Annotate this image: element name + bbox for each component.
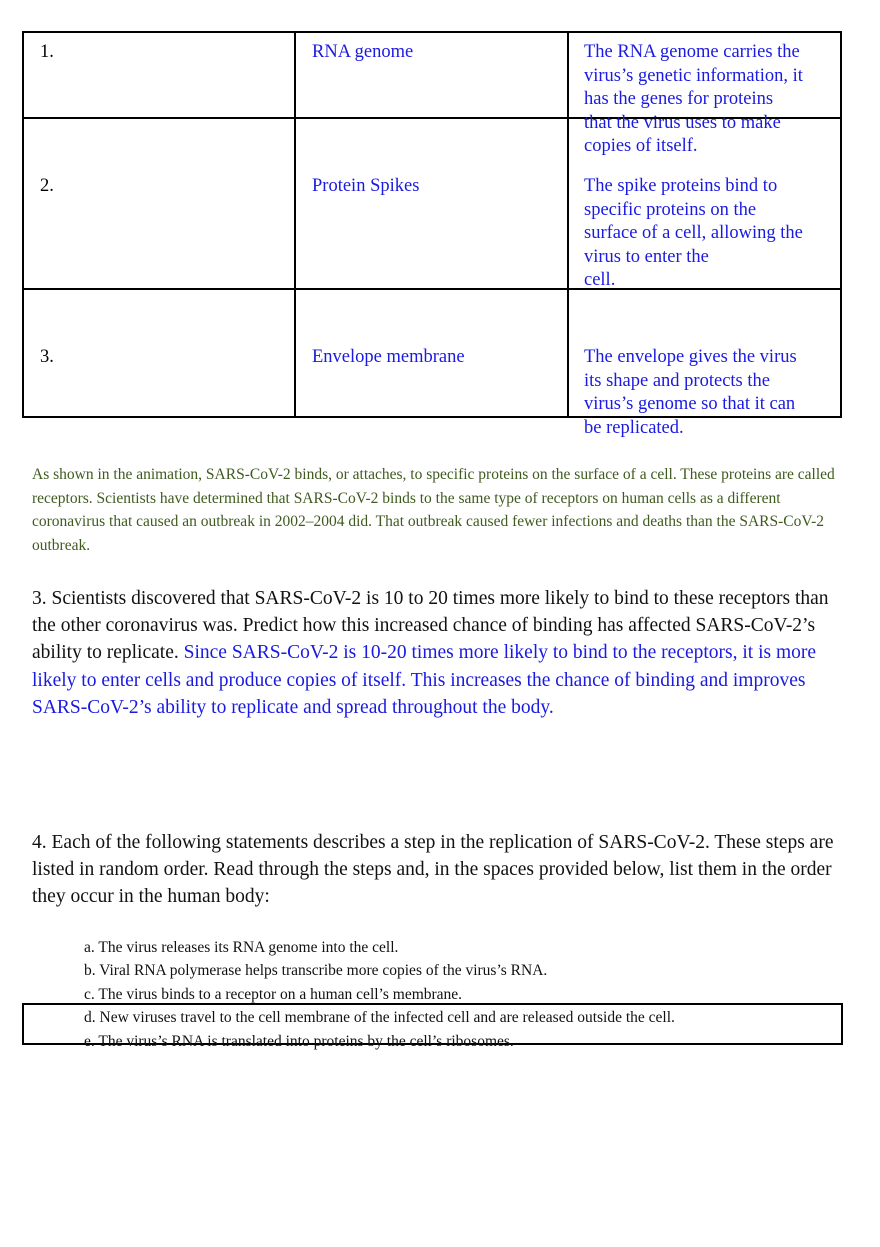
part-function bbox=[584, 346, 797, 440]
table-border bbox=[567, 31, 569, 418]
text-line: cell. bbox=[584, 270, 616, 290]
text-line: specific proteins on the bbox=[584, 199, 757, 220]
text-line: that the virus uses to make bbox=[584, 112, 781, 133]
part-name: Protein Spikes bbox=[312, 176, 420, 196]
table-border bbox=[22, 31, 24, 418]
question-3-answer: Since SARS-CoV-2 is 10-20 times more likely to bind to the receptors, it is more likely to enter cells and produce copies of itself. This increases the chance of binding and improves SARS-CoV-2’s ability to replicate and spread throughout the body. bbox=[32, 642, 817, 718]
text-line: surface of a cell, allowing the bbox=[584, 223, 803, 243]
step-item: c. The virus binds to a receptor on a human cell’s membrane. bbox=[84, 985, 463, 1003]
text-line: The spike proteins bind to bbox=[584, 176, 778, 196]
text-line: The envelope gives the virus bbox=[584, 347, 797, 367]
step-item: d. New viruses travel to the cell membrane of the infected cell and are released outside the cell. bbox=[84, 1009, 675, 1027]
question-3 bbox=[32, 585, 852, 721]
step-item: e. The virus’s RNA is translated into proteins by the cell’s ribosomes. bbox=[84, 1032, 514, 1050]
text-line: its shape and protects the bbox=[584, 370, 770, 391]
step-item: a. The virus releases its RNA genome into the cell. bbox=[84, 939, 399, 956]
part-function bbox=[584, 41, 803, 159]
question-3-prompt: 3. Scientists discovered that SARS-CoV-2 is 10 to 20 times more likely to bind to these receptors than the other coronavirus was. Predict how this increased chance of binding has affected SARS-CoV-2’s ability to replicate. bbox=[32, 588, 829, 664]
step-item: b. Viral RNA polymerase helps transcribe more copies of the virus’s RNA. bbox=[84, 962, 548, 980]
part-name: RNA genome bbox=[312, 42, 414, 62]
row-number: 3. bbox=[40, 347, 54, 367]
info-paragraph: As shown in the animation, SARS-CoV-2 binds, or attaches, to specific proteins on the surface of a cell. These proteins are called receptors. Scientists have determined that SARS-CoV-2 binds to the same type of receptors on human cells as a different coronavirus that caused an outbreak in 2002–2004 did. That outbreak caused fewer infections and deaths than the SARS-CoV-2 outbreak. bbox=[32, 466, 835, 555]
question-4-prompt: 4. Each of the following statements describes a step in the replication of SARS-CoV-2. These steps are listed in random order. Read through the steps and, in the spaces provided below, list them in the order they occur in the human body: bbox=[32, 832, 834, 908]
text-line: virus’s genome so that it can bbox=[584, 394, 796, 414]
row-number: 2. bbox=[40, 176, 54, 196]
table-border bbox=[840, 31, 842, 418]
part-function bbox=[584, 175, 803, 293]
text-line: virus to enter the bbox=[584, 246, 709, 267]
steps-list bbox=[84, 936, 675, 1053]
text-line: virus’s genetic information, it bbox=[584, 65, 803, 86]
text-line: be replicated. bbox=[584, 417, 684, 438]
text-line: The RNA genome carries the bbox=[584, 42, 800, 62]
table-border bbox=[22, 31, 842, 33]
text-line: copies of itself. bbox=[584, 136, 698, 156]
text-line: has the genes for proteins bbox=[584, 89, 774, 109]
part-name: Envelope membrane bbox=[312, 347, 465, 367]
table-border bbox=[294, 31, 296, 418]
row-number: 1. bbox=[40, 42, 54, 62]
